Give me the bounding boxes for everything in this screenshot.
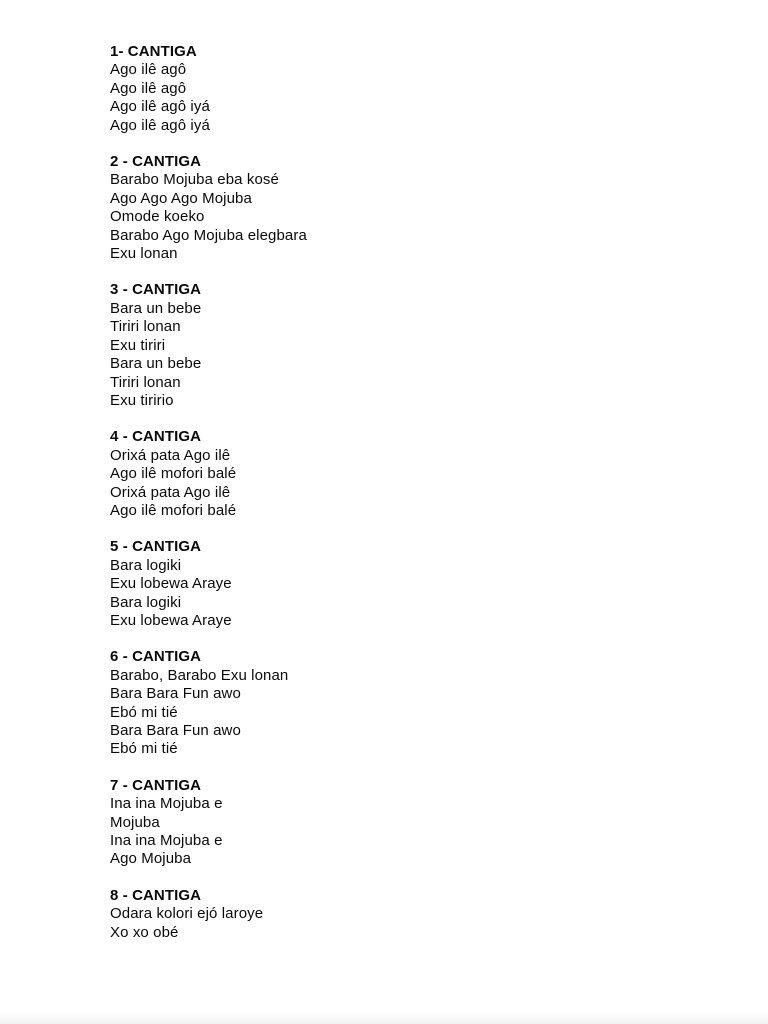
lyric-line: Ago Mojuba	[110, 850, 192, 868]
lyric-line: Exu lobewa Araye	[110, 611, 232, 629]
cantiga-section	[110, 153, 708, 263]
section-title: 6 - CANTIGA	[110, 648, 202, 666]
lyric-line: Barabo Ago Mojuba elegbara	[110, 226, 307, 244]
cantiga-section	[110, 43, 708, 135]
lyric-line: Bara Bara Fun awo	[110, 722, 241, 739]
lyric-line: Odara kolori ejó laroye	[110, 905, 264, 923]
lyric-line: Ina ina Mojuba e	[110, 795, 223, 813]
lyric-line: Ebó mi tié	[110, 740, 178, 758]
lyric-line: Orixá pata Ago ilê	[110, 483, 231, 501]
cantiga-section	[110, 648, 708, 758]
lyric-line: Xo xo obé	[110, 923, 179, 941]
cantiga-section	[110, 777, 708, 869]
lyric-line: Bara Bara Fun awo	[110, 685, 241, 703]
section-title: 3 - CANTIGA	[110, 281, 202, 299]
lyric-line: Tiriri lonan	[110, 318, 181, 336]
lyric-line: Barabo Mojuba eba kosé	[110, 171, 279, 189]
lyric-line: Mojuba	[110, 813, 160, 831]
section-title: 7 - CANTIGA	[110, 776, 202, 794]
section-title: 5 - CANTIGA	[110, 538, 202, 556]
lyric-line: Ina ina Mojuba e	[110, 832, 223, 850]
lyric-line: Exu tiririo	[110, 391, 174, 409]
section-title: 1- CANTIGA	[110, 43, 197, 60]
lyric-line: Ago ilê mofori balé	[110, 465, 237, 483]
lyric-line: Ago ilê agô	[110, 79, 187, 97]
lyric-line: Omode koeko	[110, 208, 205, 226]
lyric-line: Exu lonan	[110, 245, 178, 263]
lyric-line: Bara un bebe	[110, 299, 202, 317]
lyric-line: Ago ilê agô	[110, 61, 187, 79]
cantiga-section	[110, 428, 708, 520]
lyric-line: Ebó mi tié	[110, 703, 178, 721]
lyric-line: Exu tiriri	[110, 336, 166, 354]
cantiga-section	[110, 281, 708, 410]
lyric-line: Exu lobewa Araye	[110, 575, 232, 593]
lyric-line: Bara logiki	[110, 556, 182, 574]
lyric-line: Bara un bebe	[110, 355, 202, 373]
lyric-line: Barabo, Barabo Exu lonan	[110, 666, 289, 684]
lyric-line: Bara logiki	[110, 593, 182, 611]
page-bottom-edge	[0, 1012, 768, 1024]
lyric-line: Ago ilê agô iyá	[110, 116, 210, 134]
cantiga-section	[110, 887, 708, 942]
section-title: 2 - CANTIGA	[110, 153, 202, 171]
lyric-line: Ago ilê mofori balé	[110, 501, 237, 519]
lyric-line: Orixá pata Ago ilê	[110, 446, 231, 464]
lyric-line: Tiriri lonan	[110, 373, 181, 391]
lyric-line: Ago ilê agô iyá	[110, 98, 210, 116]
section-title: 4 - CANTIGA	[110, 428, 202, 446]
cantiga-section	[110, 538, 708, 630]
document-content	[110, 43, 708, 942]
lyric-line: Ago Ago Ago Mojuba	[110, 189, 252, 207]
section-title: 8 - CANTIGA	[110, 886, 202, 904]
